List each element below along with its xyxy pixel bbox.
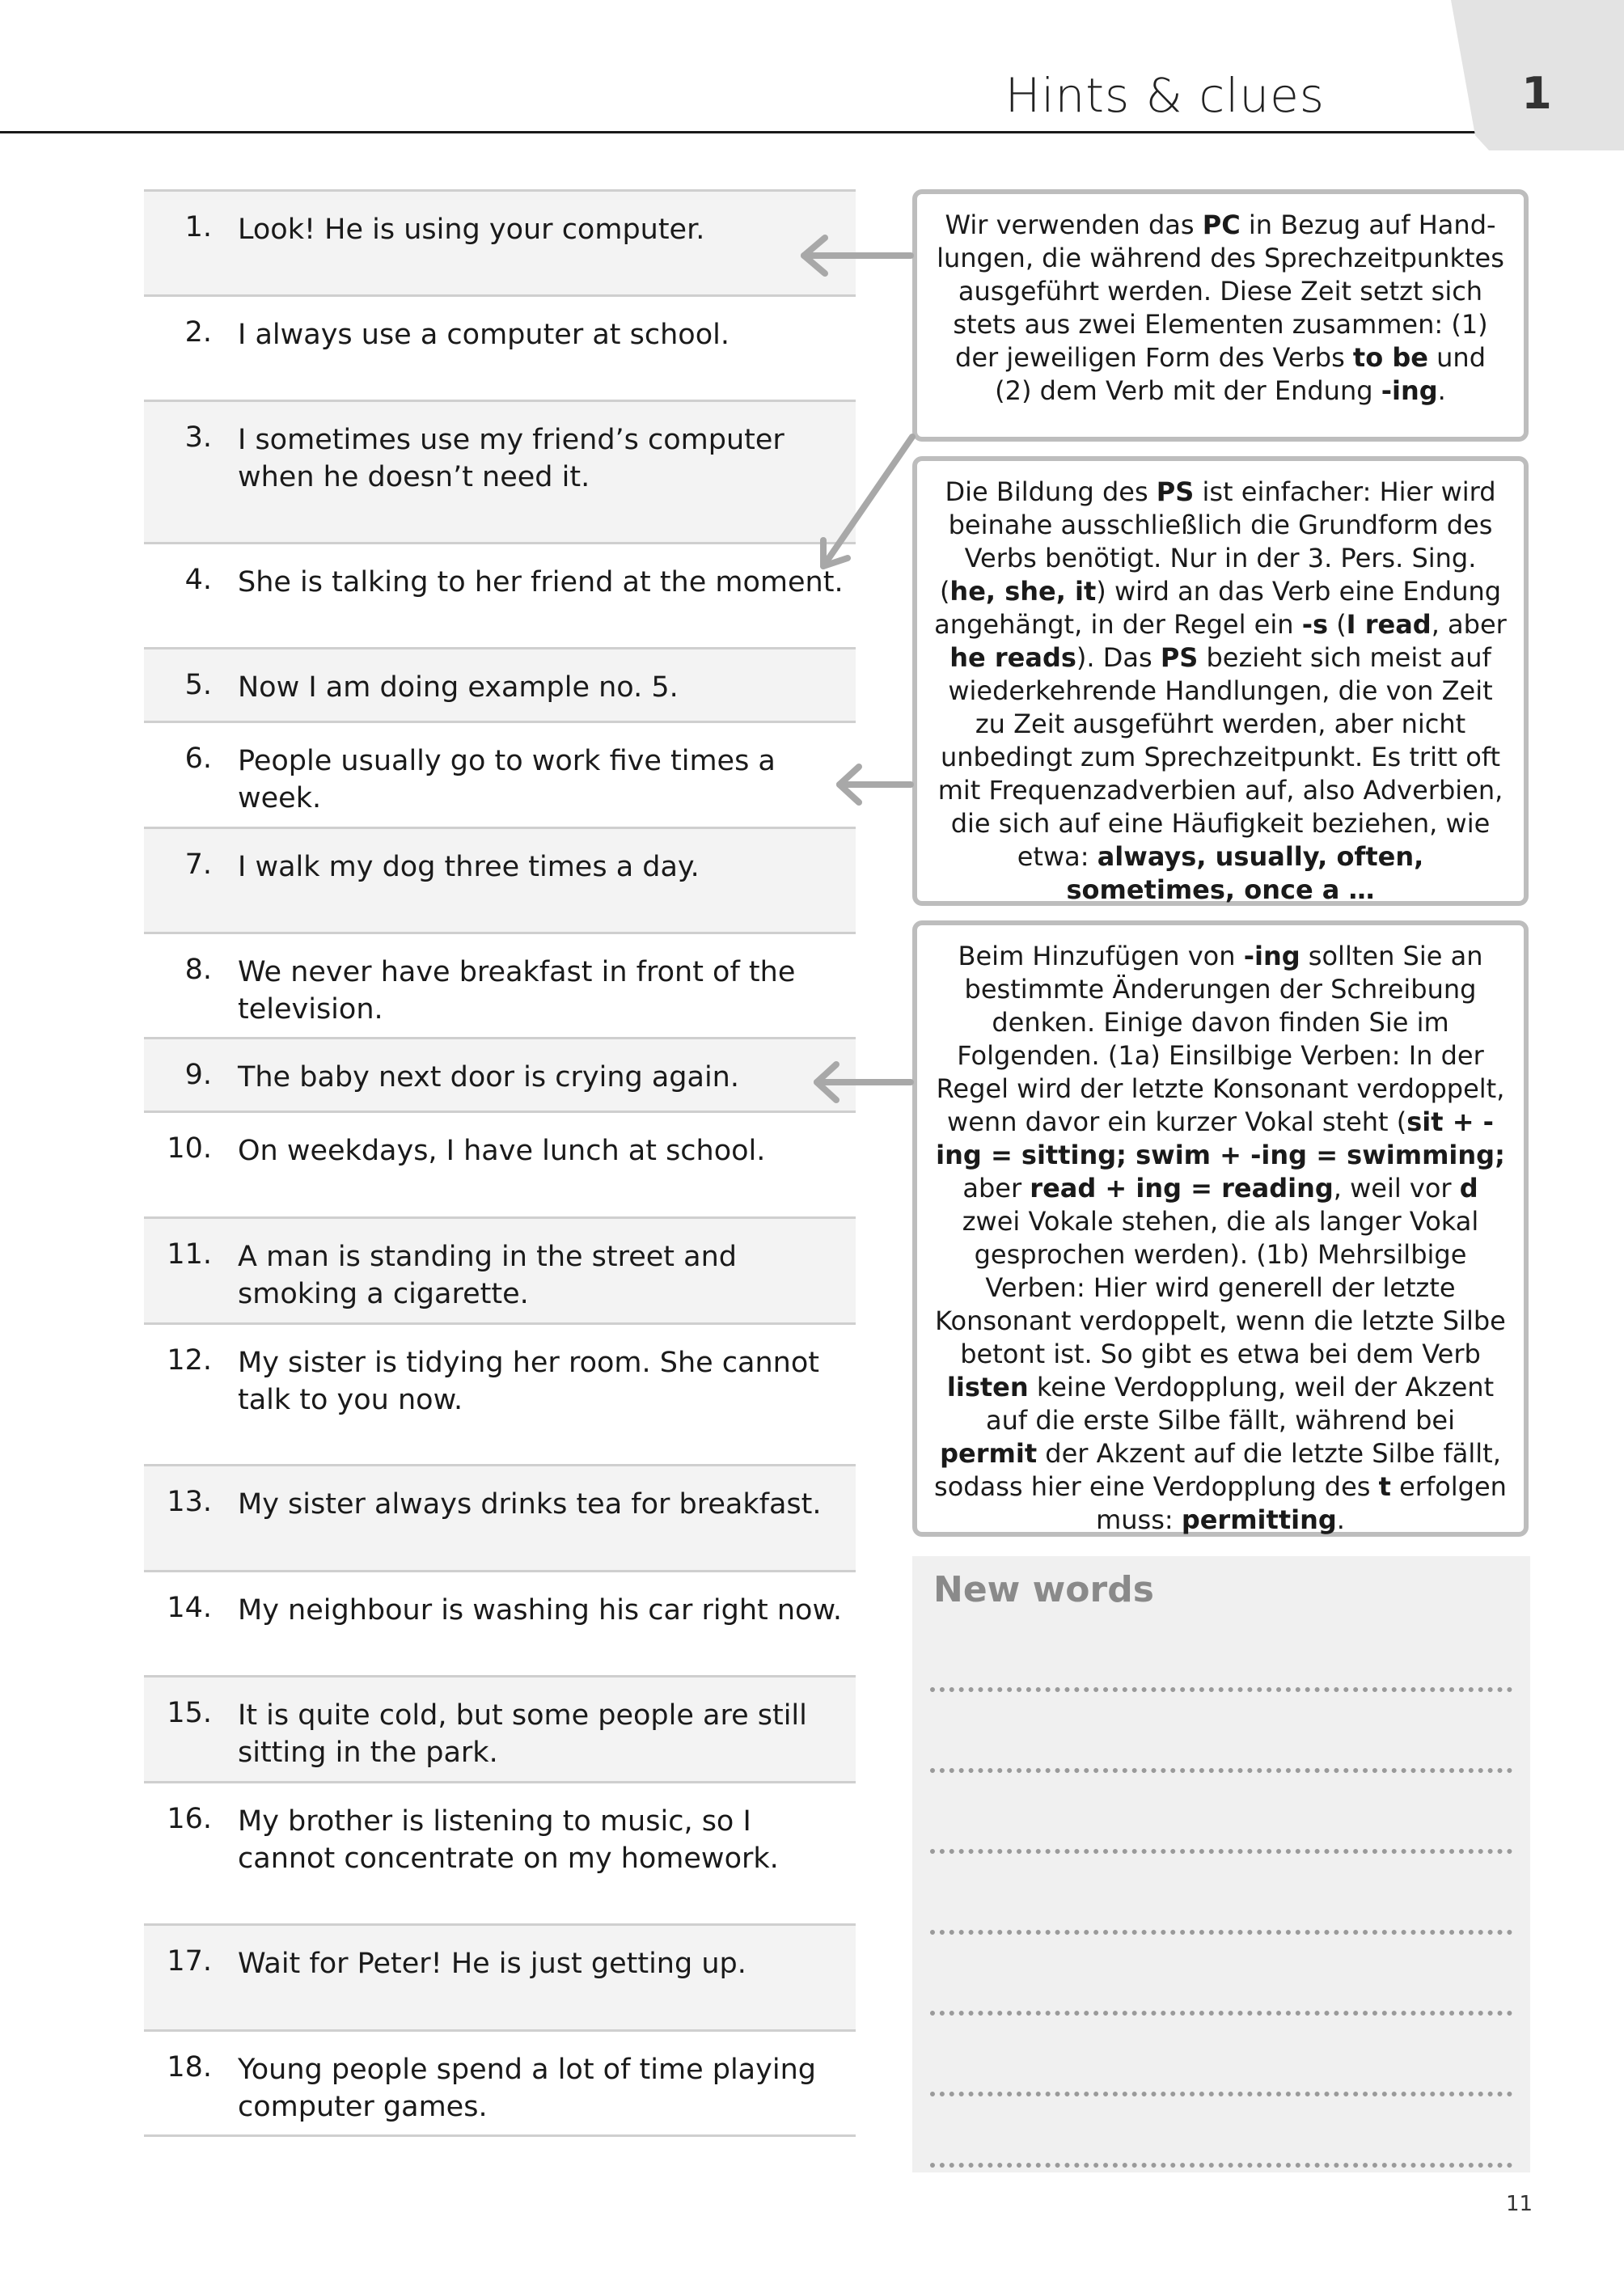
exercise-sentence: My sister is tidying her room. She cannot talk to you now. (238, 1347, 819, 1416)
hint-text: ) wird an das Verb eine Endung angehängt, in der Regel ein (934, 576, 1502, 640)
hint-bold: -s (1301, 609, 1329, 640)
exercise-sentence: I always use a computer at school. (238, 319, 730, 351)
hint-bold: sit + -ing = sitting; swim + -ing = swimming; (936, 1106, 1505, 1170)
exercise-number: 17. (167, 1945, 212, 1978)
writing-line[interactable] (930, 1687, 1512, 1692)
hint-bold: I read (1346, 609, 1432, 640)
hint-text: . (1336, 1504, 1345, 1535)
hint-box-ing (912, 920, 1529, 1537)
writing-line[interactable] (930, 2011, 1512, 2016)
exercise-number: 10. (167, 1132, 212, 1165)
exercise-number: 1. (184, 211, 212, 243)
exercise-item (144, 1111, 856, 1216)
hint-text: erfolgen muss: (1096, 1471, 1507, 1535)
exercise-item (144, 647, 856, 721)
exercise-sentence: I sometimes use my friend’s computer when he doesn’t need it. (238, 424, 785, 493)
exercise-sentence: My sister always drinks tea for breakfast. (238, 1488, 822, 1521)
writing-line[interactable] (930, 2092, 1512, 2096)
page-header (0, 0, 1624, 162)
exercise-number: 18. (167, 2051, 212, 2084)
hint-bold: he, she, it (949, 576, 1097, 607)
header-rule (0, 131, 1487, 133)
hint-bold: d (1459, 1173, 1478, 1204)
exercise-number: 6. (184, 742, 212, 775)
new-words-title: New words (933, 1569, 1154, 1610)
hint-text: bezieht sich meist auf wiederkehrende Handlungen, die von Zeit zu Zeit ausgeführt werden, aber nicht unbedingt zum Sprechzeitpunkt. Es tritt oft mit Frequenzadverbien auf, also Adverbien, die sich auf eine Häufigkeit beziehen, wie etwa: (937, 642, 1503, 872)
hint-bold: listen (946, 1372, 1029, 1402)
exercise-number: 14. (167, 1592, 212, 1624)
exercise-number: 4. (184, 564, 212, 596)
exercise-item (144, 1923, 856, 2029)
exercise-sentence: Young people spend a lot of time playing computer games. (238, 2054, 816, 2123)
exercise-number: 12. (167, 1344, 212, 1377)
hint-text: ist einfacher: Hier wird beinahe ausschließlich die Grundform des Verbs benötigt. Nur in der 3. Pers. Sing. ( (939, 476, 1496, 607)
hint-text: Wir verwenden das (945, 209, 1203, 240)
exercise-sentence: On weekdays, I have lunch at school. (238, 1135, 766, 1167)
exercise-number: 7. (184, 848, 212, 881)
exercise-sentence: We never have breakfast in front of the television. (238, 956, 796, 1026)
hint-bold: read + ing = reading (1030, 1173, 1334, 1204)
exercise-number: 11. (167, 1238, 212, 1271)
hint-text: und (2) dem Verb mit der Endung (995, 342, 1486, 406)
writing-line[interactable] (930, 1930, 1512, 1935)
hint-bold: -ing (1243, 941, 1300, 971)
exercise-sentence: She is talking to her friend at the moment. (238, 566, 844, 599)
hint-bold: always, usually, often, sometimes, once a … (1066, 841, 1424, 905)
hint-text: Die Bildung des (945, 476, 1157, 507)
hint-text: aber (962, 1173, 1030, 1204)
exercise-item (144, 400, 856, 542)
exercise-item (144, 1322, 856, 1464)
exercise-number: 2. (184, 316, 212, 349)
hint-box-pc (912, 189, 1529, 442)
hint-bold: permit (940, 1438, 1038, 1469)
exercise-item (144, 294, 856, 400)
hint-box-ps (912, 456, 1529, 906)
exercise-sentence: Wait for Peter! He is just getting up. (238, 1948, 746, 1980)
exercise-number: 9. (184, 1059, 212, 1091)
exercise-sentence: People usually go to work five times a week. (238, 745, 776, 814)
exercise-sentence: A man is standing in the street and smoking a cigarette. (238, 1241, 737, 1310)
exercise-number: 16. (167, 1803, 212, 1835)
hint-text: , aber (1431, 609, 1507, 640)
exercise-sentence: I walk my dog three times a day. (238, 851, 700, 883)
hint-text: zwei Vokale stehen, die als langer Vokal gesprochen werden). (1b) Mehrsilbige Verben: Hier wird generell der letzte Konsonant verdoppelt, wenn die letzte Silbe betont ist. So gibt es etwa bei dem Verb (935, 1206, 1506, 1369)
hint-bold: to be (1352, 342, 1428, 373)
exercise-item (144, 1037, 856, 1111)
exercise-list (144, 189, 856, 2137)
exercise-item (144, 721, 856, 827)
hint-bold: permitting (1181, 1504, 1337, 1535)
hint-text: der Akzent auf die letzte Silbe fällt, sodass hier eine Verdopplung des (934, 1438, 1501, 1502)
hint-text: . (1437, 375, 1446, 406)
exercise-sentence: My brother is listening to music, so I cannot concentrate on my homework. (238, 1805, 779, 1875)
exercise-number: 5. (184, 669, 212, 701)
hint-text: , weil vor (1333, 1173, 1460, 1204)
hint-bold: t (1378, 1471, 1391, 1502)
hint-bold: PS (1156, 476, 1195, 507)
page-number: 11 (1506, 2192, 1533, 2216)
exercise-item (144, 1570, 856, 1675)
exercise-sentence: The baby next door is crying again. (238, 1061, 739, 1094)
exercise-number: 13. (167, 1486, 212, 1518)
writing-line[interactable] (930, 1849, 1512, 1854)
hint-text: in Bezug auf Handlungen, die während des Sprechzeitpunktes ausgeführt werden. Diese Zeit setzt sich stets aus zwei Elementen zusammen: (1) der jeweiligen Form des Verbs (937, 209, 1504, 373)
hint-text: ). Das (1076, 642, 1161, 673)
exercise-number: 15. (167, 1697, 212, 1729)
writing-line[interactable] (930, 1768, 1512, 1773)
exercise-sentence: Now I am doing example no. 5. (238, 671, 679, 704)
exercise-item (144, 2029, 856, 2137)
hint-bold: -ing (1381, 375, 1438, 406)
writing-line[interactable] (930, 2163, 1512, 2168)
exercise-number: 3. (184, 421, 212, 454)
hint-bold: PS (1160, 642, 1199, 673)
page-title: Hints & clues (1004, 68, 1325, 123)
exercise-item (144, 1675, 856, 1781)
exercise-item (144, 932, 856, 1037)
exercise-item (144, 189, 856, 294)
exercise-sentence: It is quite cold, but some people are still sitting in the park. (238, 1699, 807, 1769)
hint-text: Beim Hinzufügen von (958, 941, 1244, 971)
exercise-sentence: Look! He is using your computer. (238, 214, 705, 246)
hint-text: ( (1328, 609, 1347, 640)
exercise-number: 8. (184, 954, 212, 986)
exercise-item (144, 827, 856, 932)
hint-text: keine Verdopplung, weil der Akzent auf die erste Silbe fällt, während bei (986, 1372, 1495, 1436)
new-words-panel (912, 1556, 1530, 2172)
hint-bold: he reads (949, 642, 1076, 673)
exercise-item (144, 1464, 856, 1570)
exercise-sentence: My neighbour is washing his car right now. (238, 1594, 842, 1627)
chapter-number: 1 (1521, 68, 1552, 119)
exercise-item (144, 1216, 856, 1322)
exercise-item (144, 542, 856, 647)
hint-bold: PC (1202, 209, 1241, 240)
hint-text: sollten Sie an bestimmte Änderungen der Schreibung denken. Einige davon finden Sie im Folgenden. (1a) Einsilbige Verben: In der Regel wird der letzte Konsonant verdoppelt, wenn davor ein kurzer Vokal steht ( (936, 941, 1505, 1137)
exercise-item (144, 1781, 856, 1923)
